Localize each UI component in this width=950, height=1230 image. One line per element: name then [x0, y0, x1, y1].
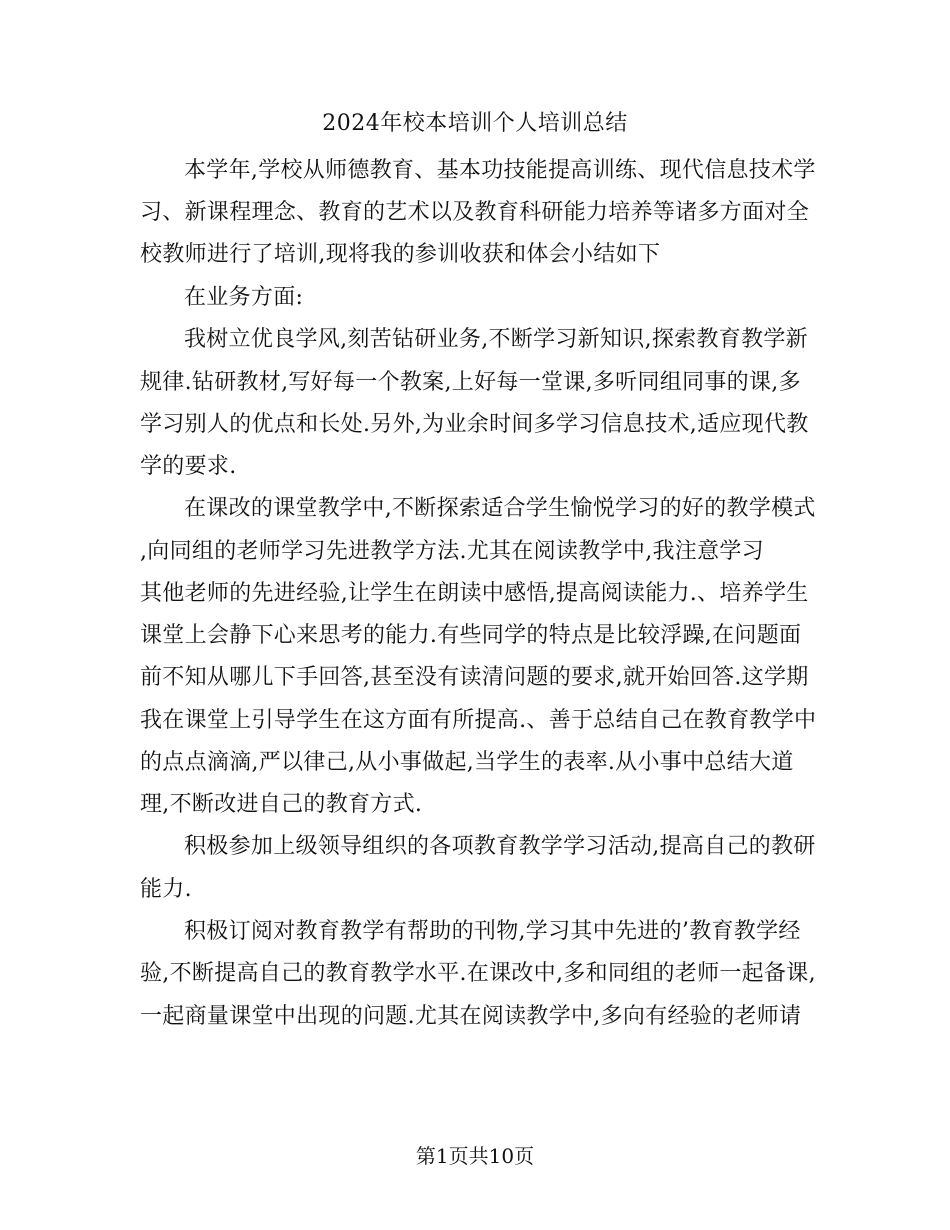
text-line: 一起商量课堂中出现的问题.尤其在阅读教学中,多向有经验的老师请 — [140, 1004, 802, 1029]
text-line: 理,不断改进自己的教育方式. — [140, 792, 423, 817]
page-number-footer: 第1页共10页 — [415, 1144, 535, 1168]
text-line: 的点点滴滴,严以律己,从小事做起,当学生的表率.从小事中总结大道 — [140, 750, 794, 775]
text-line: 在课改的课堂教学中,不断探索适合学生愉悦学习的好的教学模式 — [184, 496, 816, 521]
text-line: 积极订阅对教育教学有帮助的刊物,学习其中先进的’教育教学经 — [184, 919, 801, 944]
text-line: 验,不断提高自己的教育教学水平.在课改中,多和同组的老师一起备课, — [140, 961, 816, 986]
text-line: 学的要求. — [140, 454, 237, 479]
section-heading: 在业务方面: — [184, 285, 304, 310]
text-line: 本学年,学校从师德教育、基本功技能提高训练、现代信息技术学 — [184, 158, 816, 183]
text-line: 能力. — [140, 877, 192, 902]
text-line: 积极参加上级领导组织的各项教育教学学习活动,提高自己的教研 — [184, 834, 816, 859]
text-line: 习、新课程理念、教育的艺术以及教育科研能力培养等诸多方面对全 — [140, 200, 810, 225]
text-line: 规律.钻研教材,写好每一个教案,上好每一堂课,多听同组同事的课,多 — [140, 370, 801, 395]
text-line: 我树立优良学风,刻苦钻研业务,不断学习新知识,探索教育教学新 — [184, 327, 808, 352]
text-line: 前不知从哪儿下手回答,甚至没有读清问题的要求,就开始回答.这学期 — [140, 665, 809, 690]
document-title: 2024年校本培训个人培训总结 — [322, 111, 628, 136]
text-line: 课堂上会静下心来思考的能力.有些同学的特点是比较浮躁,在问题面 — [140, 623, 802, 648]
text-line: 其他老师的先进经验,让学生在朗读中感悟,提高阅读能力.、培养学生 — [140, 581, 809, 606]
text-line: 校教师进行了培训,现将我的参训收获和体会小结如下 — [140, 242, 661, 267]
text-line: ,向同组的老师学习先进教学方法.尤其在阅读教学中,我注意学习 — [140, 539, 764, 564]
text-line: 我在课堂上引导学生在这方面有所提高.、善于总结自己在教育教学中 — [140, 708, 817, 733]
text-line: 学习别人的优点和长处.另外,为业余时间多学习信息技术,适应现代教 — [140, 412, 809, 437]
